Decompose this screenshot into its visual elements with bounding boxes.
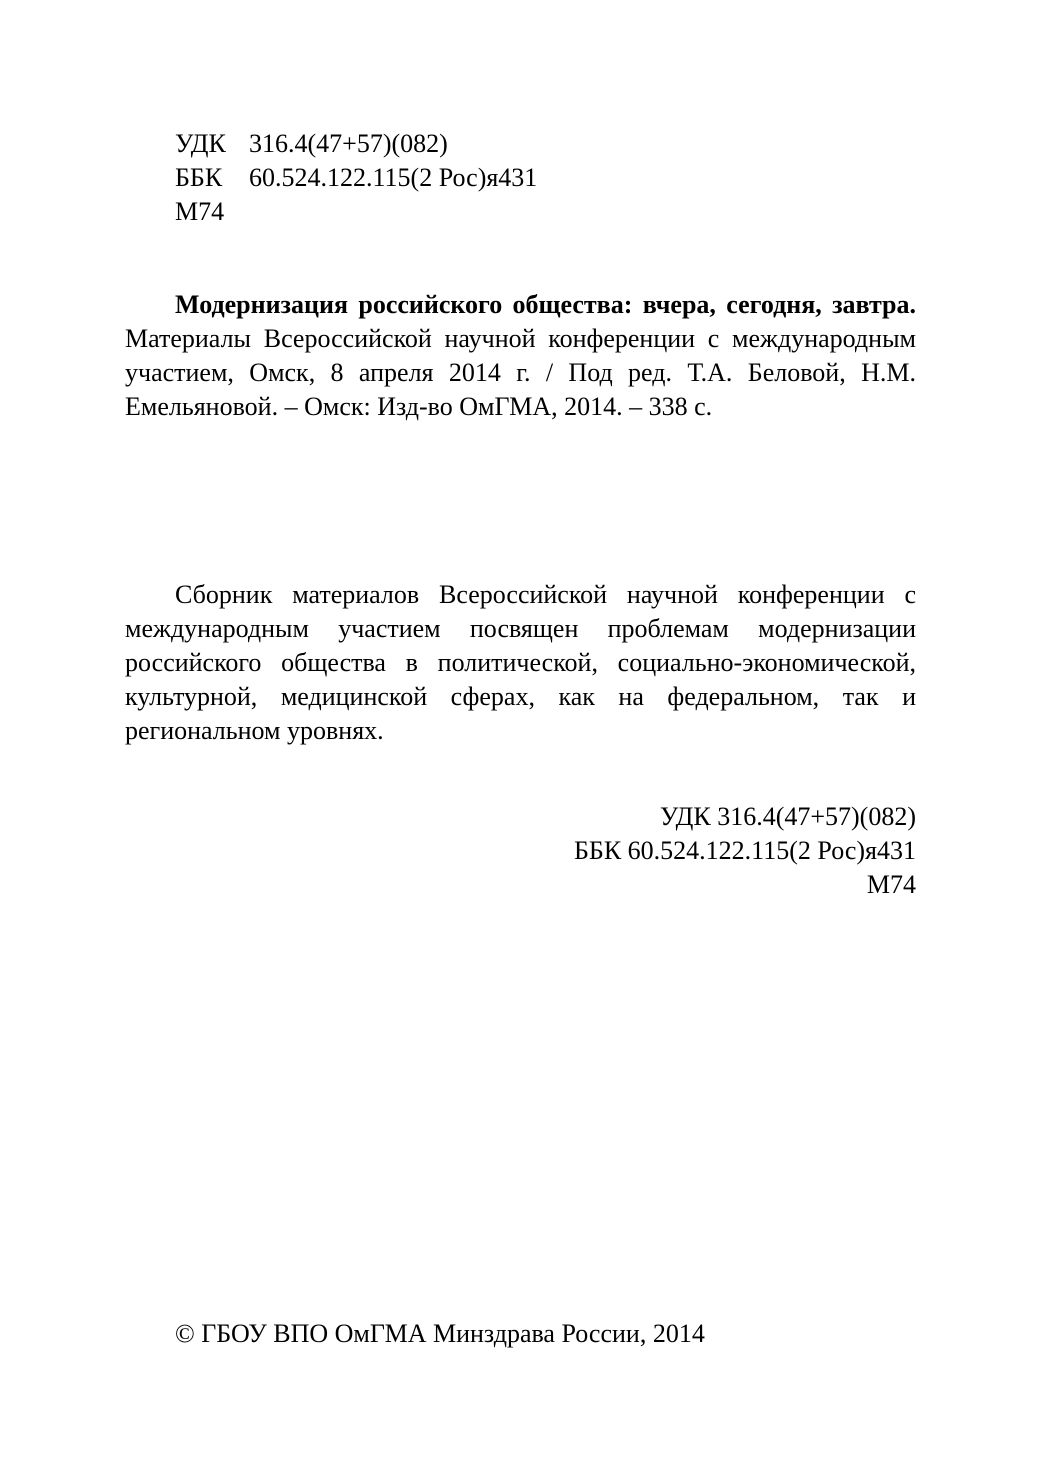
udk-row — [175, 127, 537, 161]
book-title: Модернизация российского общества: вчера, сегодня, завтра. — [175, 290, 916, 319]
copyright-notice: © ГБОУ ВПО ОмГМА Минздрава России, 2014 — [175, 1319, 705, 1348]
bbk-row — [175, 161, 537, 195]
bbk-label: ББК — [175, 163, 223, 192]
abstract-paragraph: Сборник материалов Всероссийской научной конференции с международным участием посвящен проблемам модернизации российского общества в политической, социально-экономической, культурной, медицинской сферах, как на федеральном, так и региональном уровнях. — [125, 580, 916, 745]
bbk-value: 60.524.122.115(2 Рос)я431 — [249, 163, 538, 192]
classification-block-top — [175, 127, 537, 229]
bibliographic-details: Материалы Всероссийской научной конференции с международным участием, Омск, 8 апреля 2014 г. / Под ред. Т.А. Беловой, Н.М. Емельяновой. – Омск: Изд-во ОмГМА, 2014. – 338 с. — [125, 324, 916, 421]
bibliographic-entry — [125, 288, 916, 424]
udk-value: 316.4(47+57)(082) — [249, 129, 448, 158]
author-mark-line: М74 — [866, 870, 916, 899]
bbk-line: ББК 60.524.122.115(2 Рос)я431 — [573, 836, 916, 865]
udk-line: УДК 316.4(47+57)(082) — [659, 802, 916, 831]
classification-block-bottom — [574, 800, 916, 902]
udk-label: УДК — [175, 129, 226, 158]
author-mark: М74 — [175, 197, 225, 226]
